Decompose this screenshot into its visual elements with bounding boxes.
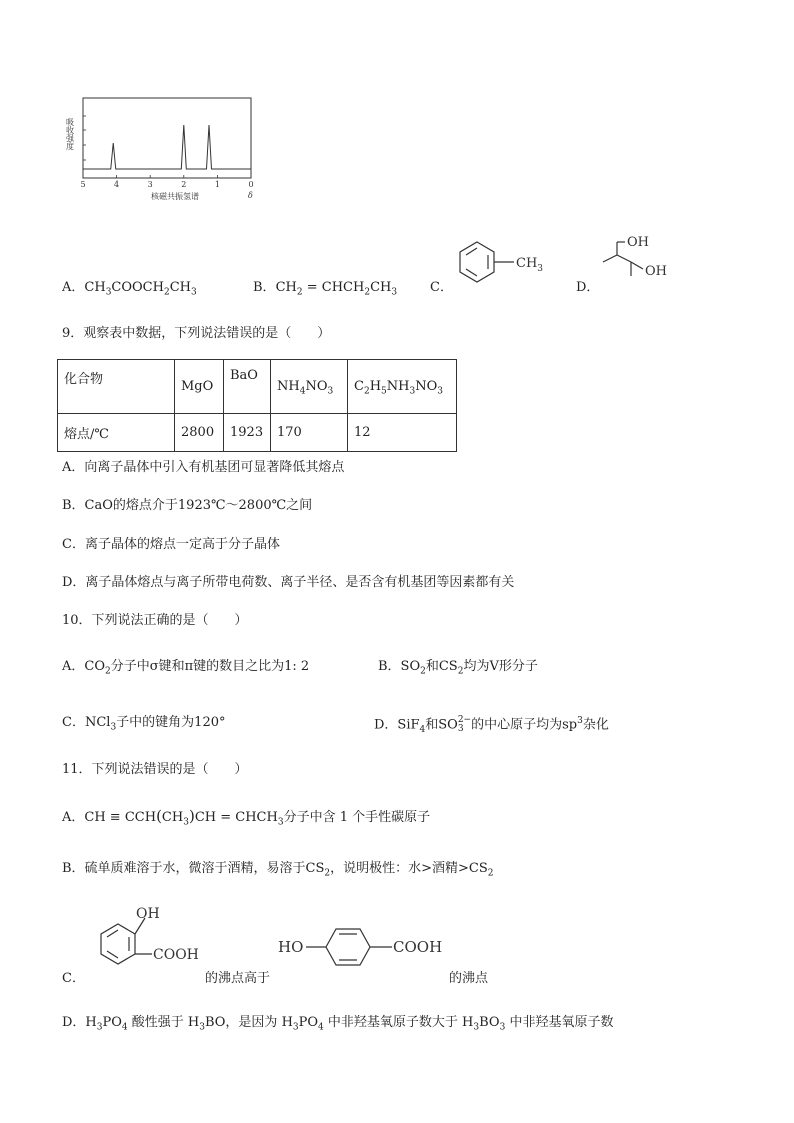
x-tick-label: 5 bbox=[80, 180, 86, 189]
melting-point-table bbox=[57, 359, 457, 452]
header-bao: BaO bbox=[224, 360, 271, 414]
value-mgo: 2800 bbox=[175, 414, 224, 452]
q9-stem: 9．观察表中数据，下列说法错误的是（ ） bbox=[62, 326, 331, 341]
q8-option-c-label: C． bbox=[430, 280, 453, 295]
header-nh4no3: $NH_4NO_3$ bbox=[271, 360, 348, 414]
nmr-xlabel: 核磁共振氢谱 bbox=[151, 192, 199, 201]
x-tick-label: 1 bbox=[214, 180, 220, 189]
value-nh4no3: 170 bbox=[271, 414, 348, 452]
plot-frame bbox=[83, 98, 251, 178]
nmr-spectrum bbox=[60, 90, 270, 205]
cooh-label: COOH bbox=[153, 947, 199, 963]
row-label-melting-point: 熔点/℃ bbox=[58, 414, 175, 452]
q10-option-d: D．SiF$_4$和SO 2− 3 的中心原子均为$sp^3$杂化 bbox=[374, 715, 609, 736]
nmr-trace bbox=[83, 125, 251, 169]
q8-option-d-label: D． bbox=[576, 280, 600, 295]
q11-option-c-end: 的沸点 bbox=[449, 971, 489, 986]
q11-option-b: B．硫单质难溶于水，微溶于酒精，易溶于$CS_2$，说明极性：水>酒精$>CS_2$ bbox=[62, 861, 494, 879]
q11-option-c-mid: 的沸点高于 bbox=[205, 971, 271, 986]
q11-option-c-label: C． bbox=[62, 971, 85, 986]
toluene-structure bbox=[450, 235, 560, 295]
q10-option-b: B．$SO_2$和$CS_2$均为V形分子 bbox=[378, 659, 538, 677]
svg-text:CH3: $CH_3$ bbox=[516, 256, 544, 274]
x-tick-label: 0 bbox=[248, 180, 254, 189]
q11-stem: 11．下列说法错误的是（ ） bbox=[62, 762, 248, 777]
q8-option-a: A．$CH_3COOCH_2CH_3$ bbox=[62, 280, 197, 298]
nmr-ylabel: 吸收强度 bbox=[65, 118, 75, 150]
value-bao: 1923 bbox=[224, 414, 271, 452]
methyl-label: CH bbox=[516, 256, 538, 271]
butanediol-structure bbox=[595, 228, 675, 293]
ho-label: HO bbox=[278, 938, 304, 956]
header-compound: 化合物 bbox=[58, 360, 175, 414]
salicylic-acid-structure bbox=[90, 900, 210, 975]
q8-option-b: B．$CH_2$ = $CHCH_2CH_3$ bbox=[253, 280, 398, 298]
q9-option-b: B．CaO的熔点介于1923℃～2800℃之间 bbox=[62, 498, 313, 513]
header-c2h5nh3no3: $C_2H_5NH_3NO_3$ bbox=[348, 360, 457, 414]
q11-option-d: D．$H_3PO_4$ 酸性强于 $H_3BO$，是因为 $H_3PO_4$ 中非羟基氧原子数大于 $H_3BO_3$ 中非羟基氧原子数 bbox=[62, 1015, 614, 1033]
header-mgo: MgO bbox=[175, 360, 224, 414]
q9-option-a: A．向离子晶体中引入有机基团可显著降低其熔点 bbox=[62, 460, 345, 475]
cooh-label-2: COOH bbox=[393, 938, 443, 956]
x-tick-label: 3 bbox=[147, 180, 153, 189]
q11-option-a: A．CH ≡ $CCH(CH_3)CH$ = $CHCH_3$分子中含 1 个手性碳原子 bbox=[62, 807, 431, 828]
q10-option-c: C．NCl$_3$子中的键角为120° bbox=[62, 715, 226, 733]
oh-label: OH bbox=[136, 906, 160, 922]
value-c2h5nh3no3: 12 bbox=[348, 414, 457, 452]
x-tick-label: 2 bbox=[181, 180, 187, 189]
oh-label-1: OH bbox=[627, 235, 649, 250]
x-tick-label: 4 bbox=[114, 180, 120, 189]
q9-option-d: D．离子晶体熔点与离子所带电荷数、离子半径、是否含有机基团等因素都有关 bbox=[62, 575, 515, 590]
p-hydroxybenzoic-acid-structure bbox=[276, 918, 456, 973]
q10-option-a: A．$CO_2$分子中σ键和π键的数目之比为1: 2 bbox=[62, 659, 310, 677]
oh-label-2: OH bbox=[645, 264, 667, 279]
q10-stem: 10．下列说法正确的是（ ） bbox=[62, 613, 248, 628]
q9-option-c: C．离子晶体的熔点一定高于分子晶体 bbox=[62, 537, 280, 552]
nmr-delta: δ bbox=[248, 191, 253, 200]
